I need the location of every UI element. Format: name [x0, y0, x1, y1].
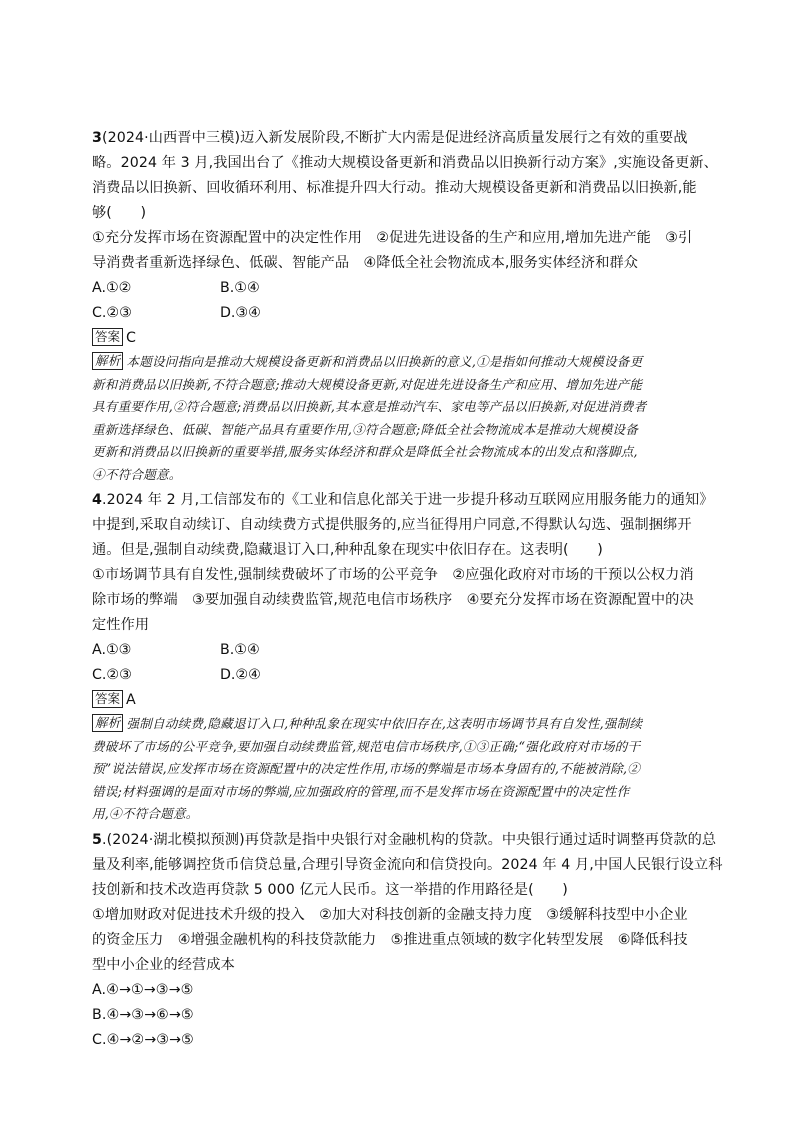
question-3-explanation-line-5: 更新和消费品以旧换新的重要举措,服务实体经济和群众是降低全社会物流成本的出发点和落脚点, [92, 444, 638, 459]
question-4-options-row-1 [92, 638, 702, 663]
question-3-explanation-line-3: 具有重要作用,②符合题意;消费品以旧换新,其本意是推动汽车、家电等产品以旧换新,对促进消费者 [92, 399, 647, 414]
question-4-line-6: 定性作用 [92, 617, 150, 633]
question-3-number: 3 [92, 130, 102, 146]
question-4-explanation-line-4: 错误;材料强调的是面对市场的弊端,应加强政府的管理,而不是发挥市场在资源配置中的决定性作 [92, 783, 630, 799]
question-5-option-b[interactable]: B.④→③→⑥→⑤ [92, 1006, 194, 1023]
question-3-line-3: 消费品以旧换新、回收循环利用、标准提升四大行动。推动大规模设备更新和消费品以旧换新,能 [92, 180, 697, 196]
explanation-tag: 解析 [92, 352, 123, 370]
question-4-answer [92, 688, 702, 713]
question-5 [92, 828, 723, 1053]
question-4-explanation-line-3: 预”说法错误,应发挥市场在资源配置中的决定性作用,市场的弊端是市场本身固有的,不能被消除,② [92, 761, 640, 776]
question-4-option-c[interactable]: C.②③ [92, 667, 132, 683]
question-4-explanation-line-1: 解析 强制自动续费,隐藏退订入口,种种乱象在现实中依旧存在,这表明市场调节具有自发性,强制续 [92, 713, 702, 736]
explanation-tag: 解析 [92, 714, 123, 732]
question-4-number: 4 [92, 492, 102, 508]
question-3-line-5: ①充分发挥市场在资源配置中的决定性作用 ②促进先进设备的生产和应用,增加先进产能 ③引 [92, 230, 693, 246]
question-4-option-a[interactable]: A.①③ [92, 642, 132, 658]
question-4-option-d[interactable]: D.②④ [220, 667, 261, 683]
question-4-line-5: 除市场的弊端 ③要加强自动续费监管,规范电信市场秩序 ④要充分发挥市场在资源配置中的决 [92, 592, 694, 608]
question-4 [92, 488, 714, 826]
question-3-answer [92, 326, 702, 351]
question-4-line-3: 通。但是,强制自动续费,隐藏退订入口,种种乱象在现实中依旧存在。这表明( ) [92, 542, 603, 558]
answer-tag: 答案 [92, 690, 123, 708]
question-3-line-1: 3(2024·山西晋中三模)迈入新发展阶段,不断扩大内需是促进经济高质量发展行之有效的重要战 [92, 130, 688, 146]
question-3-line-6: 导消费者重新选择绿色、低碳、智能产品 ④降低全社会物流成本,服务实体经济和群众 [92, 255, 639, 271]
question-5-line-6: 型中小企业的经营成本 [92, 956, 235, 973]
answer-value: A [126, 692, 136, 708]
question-3-option-c[interactable]: C.②③ [92, 305, 132, 321]
question-3-line-2: 略。2024 年 3 月,我国出台了《推动大规模设备更新和消费品以旧换新行动方案》,实施设备更新、 [92, 155, 718, 171]
question-4-option-b[interactable]: B.①④ [220, 642, 260, 658]
question-5-line-1: 5.(2024·湖北模拟预测)再贷款是指中央银行对金融机构的贷款。中央银行通过适时调整再贷款的总 [92, 831, 717, 848]
question-3 [92, 126, 718, 486]
question-5-line-2: 量及利率,能够调控货币信贷总量,合理引导资金流向和信贷投向。2024 年 4 月,中国人民银行设立科 [92, 856, 723, 873]
question-4-line-1: 4.2024 年 2 月,工信部发布的《工业和信息化部关于进一步提升移动互联网应用服务能力的通知》 [92, 492, 714, 508]
question-3-option-b[interactable]: B.①④ [220, 280, 260, 296]
question-3-explanation-line-4: 重新选择绿色、低碳、智能产品具有重要作用,③符合题意;降低全社会物流成本是推动大规模设备 [92, 421, 638, 437]
question-5-line-5: 的资金压力 ④增强金融机构的科技贷款能力 ⑤推进重点领域的数字化转型发展 ⑥降低科技 [92, 931, 688, 948]
question-5-number: 5 [92, 831, 102, 848]
question-4-explanation-line-2: 费破坏了市场的公平竞争,要加强自动续费监管,规范电信市场秩序,①③正确;“强化政府对市场的干 [92, 738, 641, 754]
question-3-options-row-1 [92, 276, 702, 301]
question-3-options-row-2 [92, 301, 702, 326]
answer-value: C [126, 330, 136, 346]
question-4-line-4: ①市场调节具有自发性,强制续费破坏了市场的公平竞争 ②应强化政府对市场的干预以公权力消 [92, 567, 694, 583]
question-5-line-4: ①增加财政对促进技术升级的投入 ②加大对科技创新的金融支持力度 ③缓解科技型中小企业 [92, 906, 688, 923]
question-4-explanation-line-5: 用,④不符合题意。 [92, 806, 199, 821]
question-4-options-row-2 [92, 663, 702, 688]
question-3-explanation-line-6: ④不符合题意。 [92, 466, 182, 482]
question-4-line-2: 中提到,采取自动续订、自动续费方式提供服务的,应当征得用户同意,不得默认勾选、强制捆绑开 [92, 517, 692, 533]
question-5-option-a[interactable]: A.④→①→③→⑤ [92, 981, 194, 998]
question-3-option-d[interactable]: D.③④ [220, 305, 261, 321]
question-3-explanation-line-2: 新和消费品以旧换新,不符合题意;推动大规模设备更新,对促进先进设备生产和应用、增加先进产能 [92, 376, 643, 392]
question-3-option-a[interactable]: A.①② [92, 280, 132, 296]
question-3-explanation-line-1: 解析 本题设问指向是推动大规模设备更新和消费品以旧换新的意义,①是指如何推动大规模设备更 [92, 351, 702, 374]
question-3-line-4: 够( ) [92, 205, 147, 221]
question-5-line-3: 技创新和技术改造再贷款 5 000 亿元人民币。这一举措的作用路径是( ) [92, 881, 568, 898]
answer-tag: 答案 [92, 328, 123, 346]
question-5-option-c[interactable]: C.④→②→③→⑤ [92, 1031, 194, 1048]
